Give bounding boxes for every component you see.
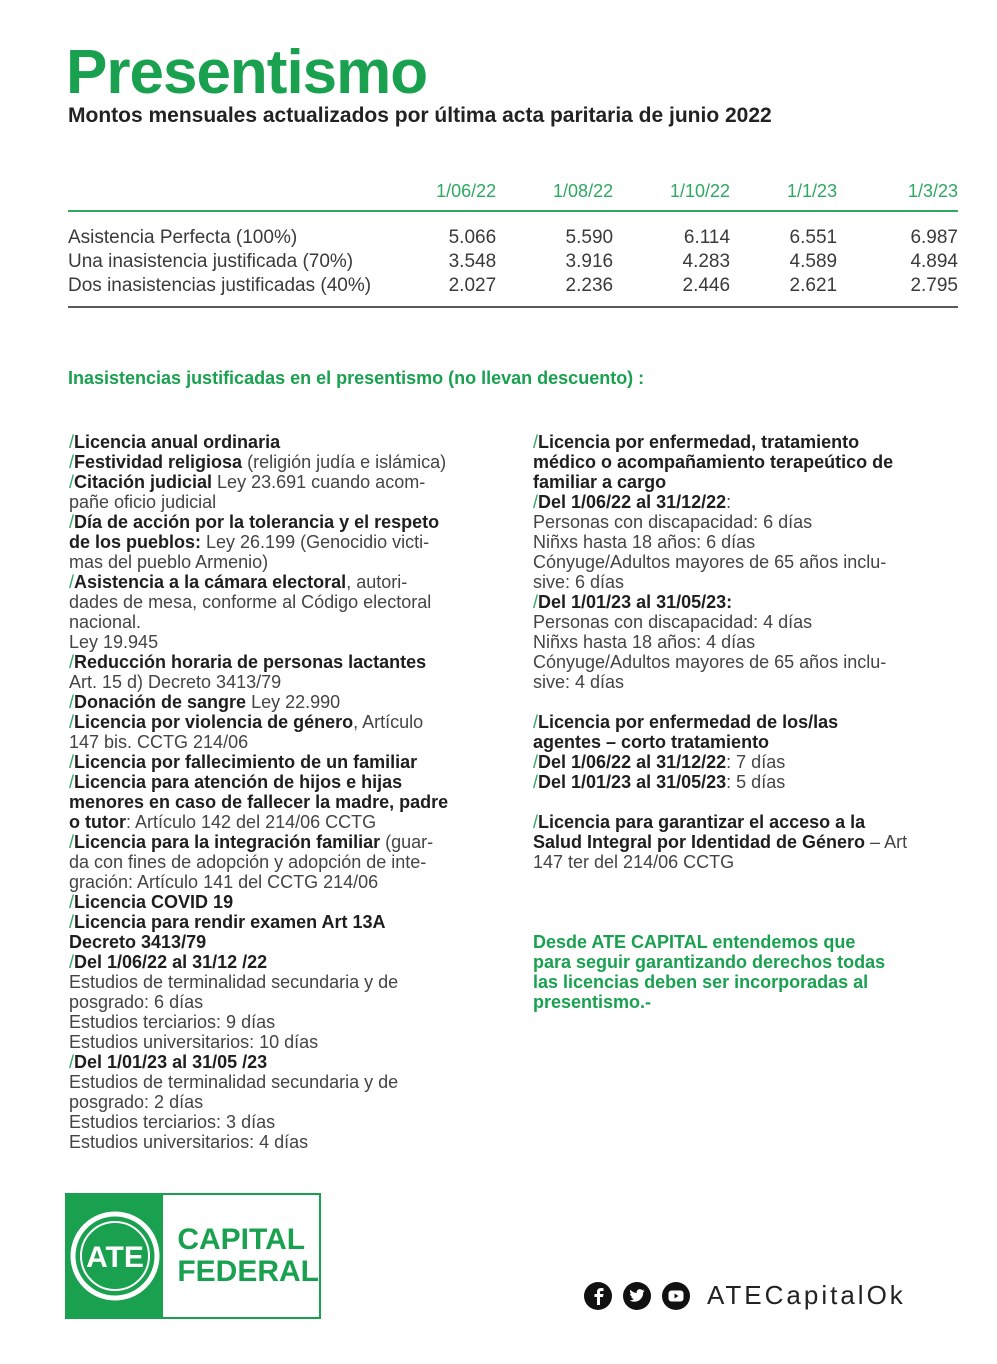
row-label: Dos inasistencias justificadas (40%) bbox=[68, 275, 372, 296]
list-item: /Licencia para rendir examen Art 13A bbox=[69, 912, 386, 932]
list-item: /Día de acción por la tolerancia y el respeto bbox=[69, 512, 440, 532]
amounts-table bbox=[68, 172, 958, 308]
table-cell: 2.236 bbox=[565, 275, 614, 296]
list-item: /Licencia para garantizar el acceso a la bbox=[533, 812, 866, 832]
table-body bbox=[68, 212, 958, 308]
svg-text:ATE: ATE bbox=[86, 1241, 145, 1274]
list-item: /Licencia por fallecimiento de un familiar bbox=[69, 752, 418, 772]
column-header: 1/06/22 bbox=[436, 180, 497, 201]
social-links bbox=[584, 1280, 906, 1311]
table-cell: 3.916 bbox=[565, 251, 614, 272]
list-item: /Licencia para atención de hijos e hijas bbox=[69, 772, 403, 792]
column-header: 1/1/23 bbox=[787, 180, 838, 201]
page-title: Presentismo bbox=[66, 38, 428, 107]
list-item: /Del 1/01/23 al 31/05/23: bbox=[533, 592, 733, 612]
table-cell: 5.590 bbox=[565, 227, 614, 248]
table-cell: 4.894 bbox=[910, 251, 958, 272]
list-item: /Licencia por violencia de género, Artículo bbox=[69, 712, 424, 732]
table-cell: 4.283 bbox=[682, 251, 731, 272]
social-handle[interactable]: ATECapitalOk bbox=[707, 1280, 906, 1310]
list-item: /Licencia anual ordinaria bbox=[69, 432, 281, 452]
page-subtitle: Montos mensuales actualizados por última acta paritaria de junio 2022 bbox=[68, 104, 772, 127]
table-header bbox=[68, 172, 958, 212]
list-item: /Licencia para la integración familiar (guar- bbox=[69, 832, 434, 852]
list-item: /Festividad religiosa (religión judía e islámica) bbox=[69, 452, 447, 472]
table-cell: 6.551 bbox=[789, 227, 838, 248]
list-item: /Del 1/06/22 al 31/12/22: 7 días bbox=[533, 752, 786, 772]
column-header: 1/3/23 bbox=[907, 180, 958, 201]
section-heading: Inasistencias justificadas en el presentismo (no llevan descuento) : bbox=[68, 368, 645, 388]
ate-seal-icon bbox=[69, 1210, 161, 1302]
facebook-icon[interactable] bbox=[584, 1282, 612, 1310]
youtube-icon[interactable] bbox=[662, 1282, 690, 1310]
list-item: /Citación judicial Ley 23.691 cuando acom- bbox=[69, 472, 426, 492]
table-cell: 2.795 bbox=[910, 275, 958, 296]
logo-line-2: FEDERAL bbox=[177, 1255, 319, 1288]
table-cell: 6.114 bbox=[683, 227, 731, 248]
table-cell: 2.446 bbox=[682, 275, 731, 296]
list-item: /Licencia por enfermedad de los/las bbox=[533, 712, 839, 732]
left-column: /Licencia anual ordinaria /Festividad religiosa (religión judía e islámica) /Citación judicial Ley 23.691 cuando acom- pañe oficio judicial /Día de acción por la tolerancia y el respeto de los pueblos: Ley 26.199 (Genocidio victi- mas del pueblo Armenio) /Asistencia a la cámara electoral, autori- dades de mesa, conforme al Código electoral nacional. Ley 19.945 /Reducción horaria de personas lactantes Art. 15 d) Decreto 3413/79 /Donación de sangre Ley 22.990 /Licencia por violencia de género, Artículo 147 bis. CCTG 214/06 /Licencia por fallecimiento de un familiar /Licencia para atención de hijos e hijas menores en caso de fallecer la madre, padre o tutor: Artículo 142 del 214/06 CCTG /Licencia para la integración familiar (guar- da con fines de adopción y adopción de inte- gración: Artículo 141 del CCTG 214/06 /Licencia COVID 19 /Licencia para rendir examen Art 13A Decreto 3413/79 /Del 1/06/22 al 31/12 /22 Estudios de terminalidad secundaria y de posgrado: 6 días Estudios terciarios: 9 días Estudios universitarios: 10 días /Del 1/01/23 al 31/05 /23 Estudios de terminalidad secundaria y de posgrado: 2 días Estudios terciarios: 3 días Estudios universitarios: 4 días bbox=[69, 432, 509, 1152]
ate-emblem bbox=[67, 1195, 163, 1317]
closing-statement: Desde ATE CAPITAL entendemos que para seguir garantizando derechos todas las licencias deben ser incorporadas al presentismo.- bbox=[533, 932, 886, 1012]
row-label: Asistencia Perfecta (100%) bbox=[68, 227, 298, 248]
table-cell: 5.066 bbox=[448, 227, 497, 248]
table-cell: 4.589 bbox=[789, 251, 838, 272]
list-item: /Licencia por enfermedad, tratamiento bbox=[533, 432, 860, 452]
list-item: /Licencia COVID 19 bbox=[69, 892, 234, 912]
list-item: /Del 1/01/23 al 31/05/23: 5 días bbox=[533, 772, 786, 792]
table-row bbox=[68, 226, 958, 250]
table-cell: 3.548 bbox=[448, 251, 497, 272]
table-cell: 2.027 bbox=[448, 275, 497, 296]
table-row bbox=[68, 274, 958, 298]
list-item: /Del 1/06/22 al 31/12 /22 bbox=[69, 952, 268, 972]
list-item: /Asistencia a la cámara electoral, autori- bbox=[69, 572, 408, 592]
column-header: 1/08/22 bbox=[553, 180, 614, 201]
row-label: Una inasistencia justificada (70%) bbox=[68, 251, 354, 272]
logo-line-1: CAPITAL bbox=[177, 1223, 306, 1256]
column-header: 1/10/22 bbox=[669, 180, 731, 201]
table-row bbox=[68, 250, 958, 274]
twitter-icon[interactable] bbox=[623, 1282, 651, 1310]
ate-logo bbox=[65, 1193, 321, 1319]
table-cell: 6.987 bbox=[910, 227, 958, 248]
list-item: /Del 1/01/23 al 31/05 /23 bbox=[69, 1052, 268, 1072]
list-item: /Reducción horaria de personas lactantes bbox=[69, 652, 427, 672]
right-column: /Licencia por enfermedad, tratamiento médico o acompañamiento terapeútico de familiar a cargo /Del 1/06/22 al 31/12/22: Personas con discapacidad: 6 días Niñxs hasta 18 años: 6 días Cónyuge/Adultos mayores de 65 años inclu- sive: 6 días /Del 1/01/23 al 31/05/23: Personas con discapacidad: 4 días Niñxs hasta 18 años: 4 días Cónyuge/Adultos mayores de 65 años inclu- sive: 4 días /Licencia por enfermedad de los/las agentes – corto tratamiento /Del 1/06/22 al 31/12/22: 7 días /Del 1/01/23 al 31/05/23: 5 días /Licencia para garantizar el acceso a la Salud Integral por Identidad de Género – Art 147 ter del 214/06 CCTG bbox=[533, 432, 953, 872]
list-item: /Del 1/06/22 al 31/12/22: bbox=[533, 492, 732, 512]
table-cell: 2.621 bbox=[789, 275, 838, 296]
list-item: /Donación de sangre Ley 22.990 bbox=[69, 692, 341, 712]
